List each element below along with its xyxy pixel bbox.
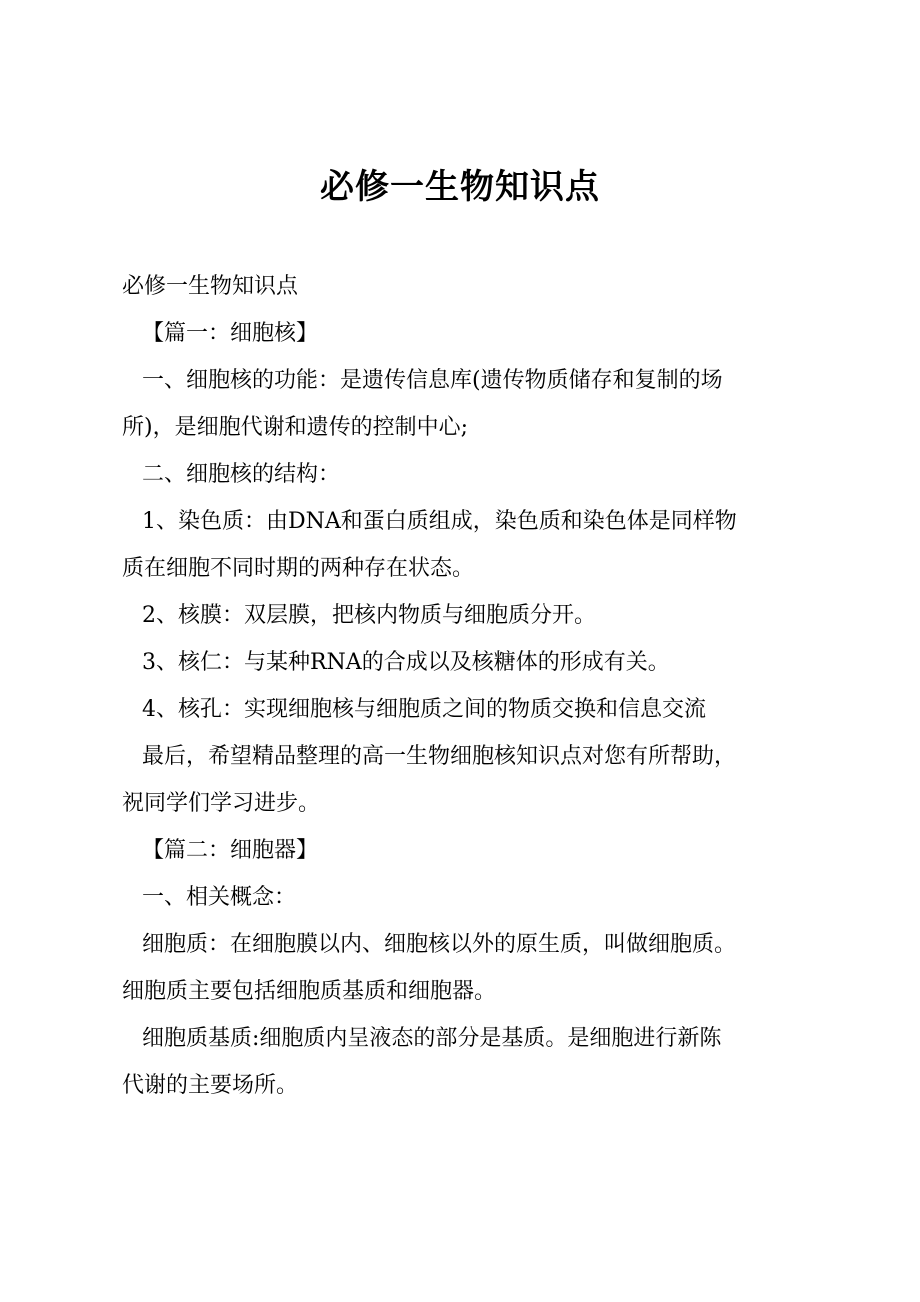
paragraph-line: 一、细胞核的功能：是遗传信息库(遗传物质储存和复制的场 <box>142 368 723 393</box>
paragraph-line: 4、核孔：实现细胞核与细胞质之间的物质交换和信息交流 <box>142 697 706 722</box>
section-heading-organelles: 【篇二：细胞器】 <box>142 838 319 863</box>
paragraph-line: 质在细胞不同时期的两种存在状态。 <box>122 556 475 581</box>
document-title: 必修一生物知识点 <box>320 167 600 207</box>
paragraph-line: 所)，是细胞代谢和遗传的控制中心; <box>122 415 468 440</box>
document-body <box>122 263 812 1109</box>
paragraph-line: 3、核仁：与某种RNA的合成以及核糖体的形成有关。 <box>142 650 670 675</box>
section-heading-nucleus: 【篇一：细胞核】 <box>142 321 319 346</box>
paragraph-line: 细胞质基质:细胞质内呈液态的部分是基质。是细胞进行新陈 <box>142 1026 722 1051</box>
paragraph-line: 1、染色质：由DNA和蛋白质组成，染色质和染色体是同样物 <box>142 509 737 534</box>
paragraph-line: 2、核膜：双层膜，把核内物质与细胞质分开。 <box>142 603 596 628</box>
subtitle-line: 必修一生物知识点 <box>122 274 299 299</box>
paragraph-line: 代谢的主要场所。 <box>122 1073 299 1098</box>
paragraph-line: 祝同学们学习进步。 <box>122 791 321 816</box>
paragraph-line: 细胞质：在细胞膜以内、细胞核以外的原生质，叫做细胞质。 <box>142 932 737 957</box>
paragraph-line: 二、细胞核的结构： <box>142 462 341 487</box>
paragraph-line: 最后，希望精品整理的高一生物细胞核知识点对您有所帮助， <box>142 744 737 769</box>
paragraph-line: 一、相关概念： <box>142 885 297 910</box>
paragraph-line: 细胞质主要包括细胞质基质和细胞器。 <box>122 979 497 1004</box>
